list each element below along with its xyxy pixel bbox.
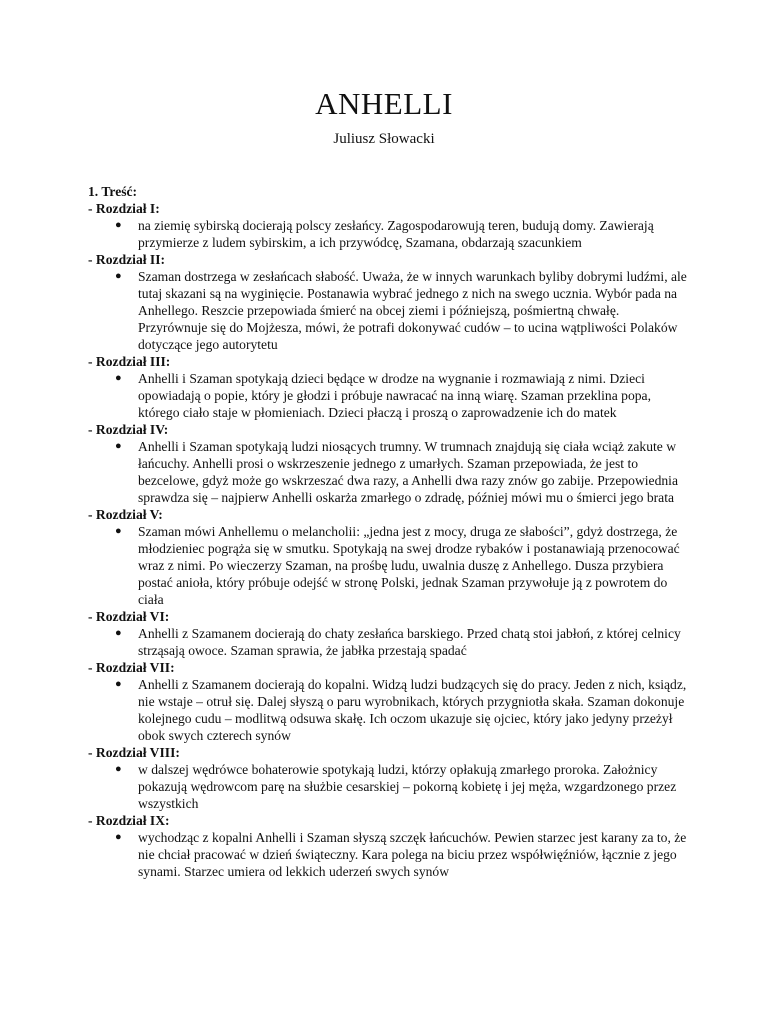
chapter-heading: - Rozdział VII:: [88, 660, 175, 675]
chapter-heading: - Rozdział VI:: [88, 609, 170, 624]
chapter-heading: - Rozdział V:: [88, 507, 163, 522]
chapter-1: [88, 200, 688, 251]
chapter-7: [88, 659, 688, 744]
bullet-icon: ●: [115, 763, 122, 775]
chapter-bullet: [88, 676, 688, 744]
bullet-text: Anhelli z Szamanem docierają do kopalni. Widzą ludzi budzących się do pracy. Jeden z nich, ksiądz, nie wstaje – otruł się. Dalej słyszą o paru wyrobnikach, których przygniotła skała. Szaman dokonuje kolejnego cudu – modlitwą odsuwa skałę. Ich oczom ukazuje się ojciec, który jako jedyny przeżył obok swych czterech synów: [138, 677, 687, 743]
chapter-2: [88, 251, 688, 353]
bullet-icon: ●: [115, 440, 122, 452]
chapter-heading: - Rozdział IX:: [88, 813, 170, 828]
bullet-text: Szaman dostrzega w zesłańcach słabość. Uważa, że w innych warunkach byliby dobrymi ludźmi, ale tutaj skazani są na wyginięcie. Postanawia wybrać jednego z nich na swego ucznia. Wybór pada na Anhellego. Reszcie przepowiada śmierć na obcej ziemi i późniejszą, pośmiertną chwałę. Przyrównuje się do Mojżesza, mówi, że potrafi dokonywać cudów – to ucina wątpliwości Polaków dotyczące jego autorytetu: [138, 269, 687, 352]
document-author: Juliusz Słowacki: [333, 131, 435, 147]
bullet-icon: ●: [115, 219, 122, 231]
bullet-text: Anhelli i Szaman spotykają dzieci będące w drodze na wygnanie i rozmawiają z nimi. Dzieci opowiadają o popie, który je głodzi i próbuje nawracać na inną wiarę. Szaman przeklina popa, którego ciało staje w płomieniach. Dzieci płaczą i proszą o zaprowadzenie ich do matek: [138, 371, 651, 420]
bullet-text: Anhelli z Szamanem docierają do chaty zesłańca barskiego. Przed chatą stoi jabłoń, z której celnicy strząsają owoce. Szaman sprawia, że jabłka przestają spadać: [138, 626, 681, 658]
chapter-6: [88, 608, 688, 659]
bullet-icon: ●: [115, 831, 122, 843]
chapter-8: [88, 744, 688, 812]
chapter-bullet: [88, 370, 688, 421]
chapter-bullet: [88, 625, 688, 659]
bullet-icon: ●: [115, 678, 122, 690]
chapter-bullet: [88, 829, 688, 880]
chapter-bullet: [88, 761, 688, 812]
bullet-icon: ●: [115, 525, 122, 537]
bullet-icon: ●: [115, 372, 122, 384]
bullet-text: wychodząc z kopalni Anhelli i Szaman słyszą szczęk łańcuchów. Pewien starzec jest karany za to, że nie chciał pracować w dzień świąteczny. Kara polega na biciu przez współwięźniów, łącznie z jego synami. Starzec umiera od lekkich uderzeń swych synów: [138, 830, 687, 879]
document-title: ANHELLI: [315, 86, 453, 121]
chapter-bullet: [88, 268, 688, 353]
bullet-text: na ziemię sybirską docierają polscy zesłańcy. Zagospodarowują teren, budują domy. Zawierają przymierze z ludem sybirskim, a ich przywódcę, Szamana, obdarzają szacunkiem: [138, 218, 654, 250]
chapter-3: [88, 353, 688, 421]
bullet-text: w dalszej wędrówce bohaterowie spotykają ludzi, którzy opłakują zmarłego proroka. Założnicy pokazują wędrowcom parę na służbie cesarskiej – pokorną kobietę i jej męża, wzgardzonego przez wszystkich: [138, 762, 677, 811]
chapter-bullet: [88, 438, 688, 506]
chapter-heading: - Rozdział III:: [88, 354, 171, 369]
section-heading: 1. Treść:: [88, 184, 138, 199]
chapter-heading: - Rozdział I:: [88, 201, 160, 216]
bullet-text: Szaman mówi Anhellemu o melancholii: „jedna jest z mocy, druga ze słabości”, gdyż dostrzega, że młodzieniec pogrąża się w smutku. Spotykają na swej drodze rybaków i postanawiają przenocować wraz z nimi. Po wieczerzy Szaman, na prośbę ludu, uwalnia duszę z Anhellego. Dusza przybiera postać anioła, który próbuje odejść w stronę Polski, jednak Szaman przywołuje ją z powrotem do ciała: [138, 524, 680, 607]
bullet-text: Anhelli i Szaman spotykają ludzi niosących trumny. W trumnach znajdują się ciała wciąż zakute w łańcuchy. Anhelli prosi o wskrzeszenie jednego z umarłych. Szaman przepowiada, że jest to bezcelowe, gdyż może go wskrzeszać dwa razy, a Anhelli dwa razy znów go zabije. Przepowiednia sprawdza się – najpierw Anhelli oskarża zmarłego o zdradę, później mówi mu o śmierci jego brata: [138, 439, 678, 505]
chapter-5: [88, 506, 688, 608]
chapter-bullet: [88, 217, 688, 251]
chapter-heading: - Rozdział VIII:: [88, 745, 180, 760]
bullet-icon: ●: [115, 627, 122, 639]
document-content: [88, 183, 688, 880]
bullet-icon: ●: [115, 270, 122, 282]
chapter-9: [88, 812, 688, 880]
chapter-heading: - Rozdział II:: [88, 252, 166, 267]
chapter-4: [88, 421, 688, 506]
chapter-heading: - Rozdział IV:: [88, 422, 169, 437]
chapter-bullet: [88, 523, 688, 608]
